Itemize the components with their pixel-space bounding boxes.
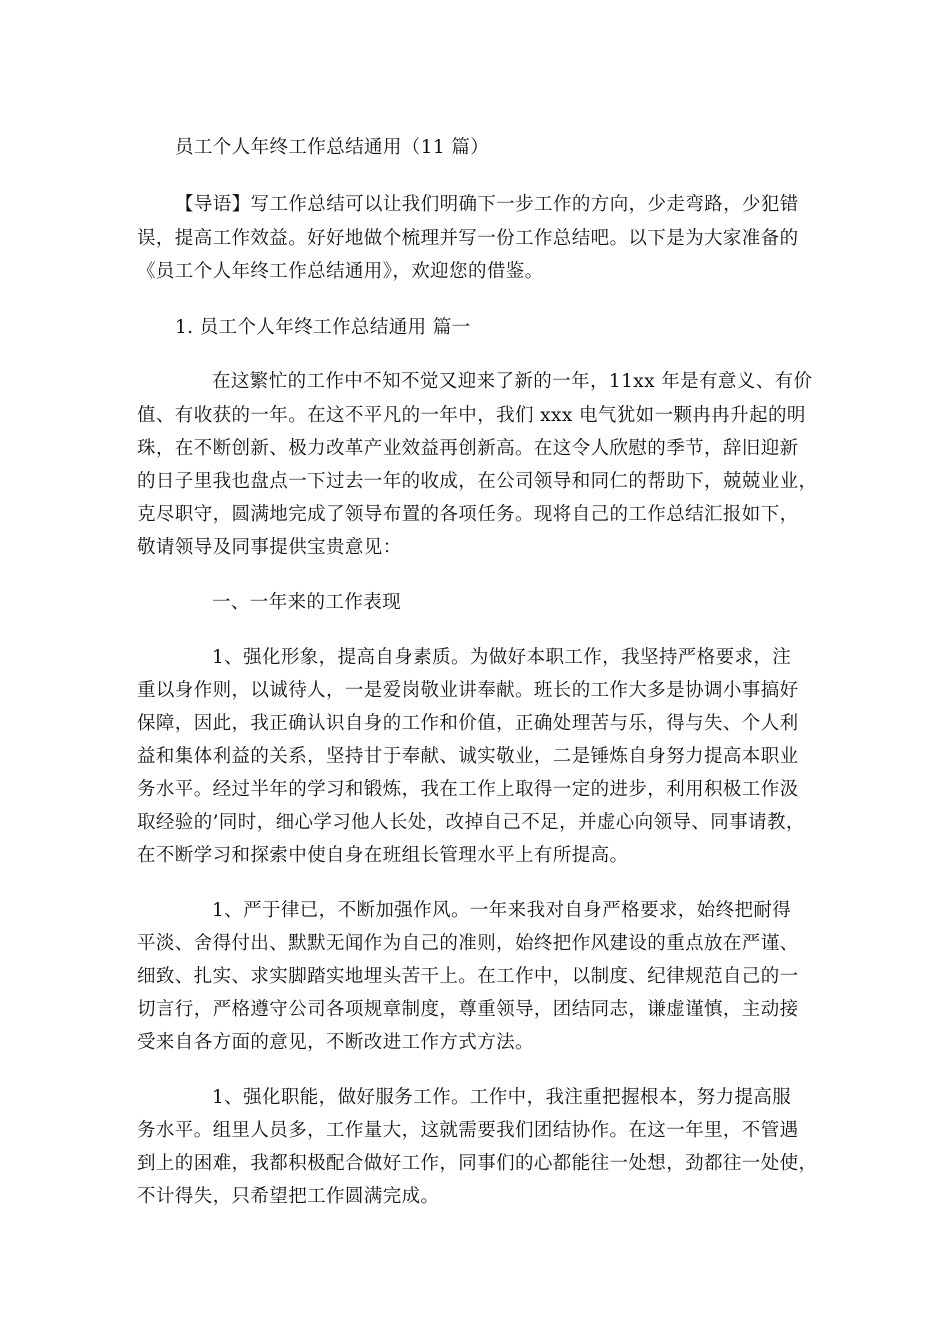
text-line: 克尽职守，圆满地完成了领导布置的各项任务。现将自己的工作总结汇报如下， — [137, 504, 799, 525]
text-line: 平淡、舍得付出、默默无闻作为自己的准则，始终把作风建设的重点放在严谨、 — [137, 933, 799, 954]
text-line: 务水平。组里人员多，工作量大，这就需要我们团结协作。在这一年里，不管遇 — [137, 1120, 799, 1141]
text-line: 的日子里我也盘点一下过去一年的收成，在公司领导和同仁的帮助下，兢兢业业， — [137, 471, 818, 492]
text-line: 细致、扎实、求实脚踏实地埋头苦干上。在工作中，以制度、纪律规范自己的一 — [137, 966, 799, 987]
section-heading: 1. 员工个人年终工作总结通用 篇一 — [175, 317, 471, 338]
text-line: 在这繁忙的工作中不知不觉又迎来了新的一年，11xx 年是有意义、有价 — [212, 371, 813, 392]
text-line: 益和集体利益的关系，坚持甘于奉献、诚实敬业，二是锤炼自身努力提高本职业 — [137, 746, 799, 767]
text-line: 保障，因此，我正确认识自身的工作和价值，正确处理苦与乐，得与失、个人利 — [137, 713, 799, 734]
text-line: 值、有收获的一年。在这不平凡的一年中，我们 xxx 电气犹如一颗冉冉升起的明 — [137, 405, 806, 426]
text-line: 不计得失，只希望把工作圆满完成。 — [137, 1186, 440, 1207]
text-line: 取经验的’同时，细心学习他人长处，改掉自己不足，并虚心向领导、同事请教， — [137, 812, 805, 833]
text-line: 敬请领导及同事提供宝贵意见： — [137, 537, 402, 558]
text-line: 重以身作则，以诚待人，一是爱岗敬业讲奉献。班长的工作大多是协调小事搞好 — [137, 680, 799, 701]
subheading: 一、一年来的工作表现 — [212, 592, 402, 613]
text-line: 切言行，严格遵守公司各项规章制度，尊重领导，团结同志，谦虚谨慎，主动接 — [137, 999, 799, 1020]
text-line: 受来自各方面的意见，不断改进工作方式方法。 — [137, 1032, 534, 1053]
text-line: 在不断学习和探索中使自身在班组长管理水平上有所提高。 — [137, 845, 629, 866]
text-line: 珠，在不断创新、极力改革产业效益再创新高。在这令人欣慰的季节，辞旧迎新 — [137, 438, 799, 459]
text-line: 【导语】写工作总结可以让我们明确下一步工作的方向，少走弯路，少犯错 — [175, 194, 799, 215]
text-line: 1、严于律已，不断加强作风。一年来我对自身严格要求，始终把耐得 — [212, 900, 792, 921]
text-line: 误，提高工作效益。好好地做个梳理并写一份工作总结吧。以下是为大家准备的 — [137, 228, 799, 249]
document-title: 员工个人年终工作总结通用（11 篇） — [175, 137, 490, 158]
text-line: 《员工个人年终工作总结通用》，欢迎您的借鉴。 — [137, 261, 544, 282]
text-line: 1、强化职能，做好服务工作。工作中，我注重把握根本，努力提高服 — [212, 1087, 792, 1108]
text-line: 到上的困难，我都积极配合做好工作，同事们的心都能往一处想，劲都往一处使， — [137, 1153, 818, 1174]
text-line: 务水平。经过半年的学习和锻炼，我在工作上取得一定的进步，利用积极工作汲 — [137, 779, 799, 800]
text-line: 1、强化形象，提高自身素质。为做好本职工作，我坚持严格要求，注 — [212, 647, 792, 668]
